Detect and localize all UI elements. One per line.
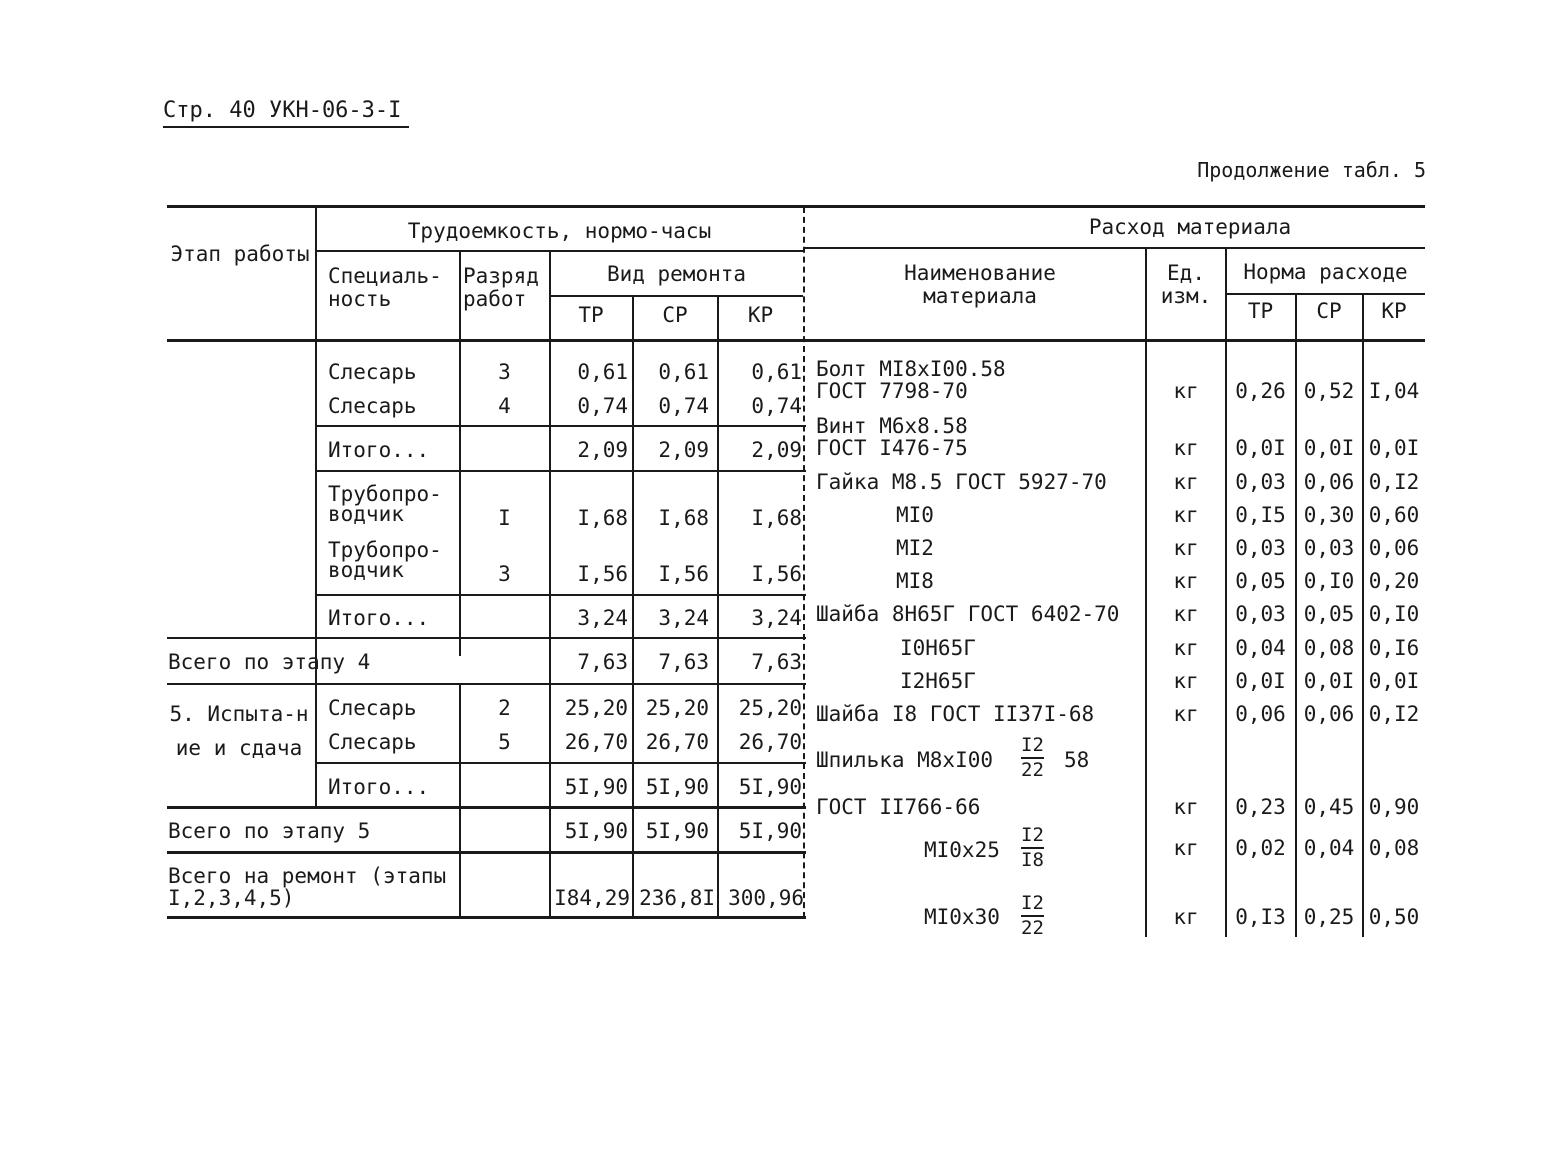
- material-name: Шайба 8Н65Г ГОСТ 6402-70: [816, 602, 1120, 626]
- specialty-cell: Трубопро-водчик: [328, 538, 442, 582]
- m-sr-cell: 0,30: [1303, 503, 1355, 527]
- kr-cell: 300,96: [728, 886, 804, 910]
- unit-cell: кг: [1173, 436, 1199, 460]
- kr-cell: 3,24: [751, 606, 802, 630]
- unit-header: Ед. изм.: [1160, 261, 1212, 309]
- sr-cell: 0,61: [658, 360, 709, 384]
- unit-cell: кг: [1173, 503, 1199, 527]
- m-sr-cell: 0,04: [1303, 836, 1355, 860]
- m-kr-cell: 0,08: [1368, 836, 1420, 860]
- page-reference: Стр. 40 УКН-06-3-I: [163, 98, 402, 123]
- row-rule: [316, 425, 806, 427]
- m-tr-cell: 0,05: [1235, 569, 1286, 593]
- kr-cell: 5I,90: [738, 775, 802, 799]
- header-bottom-rule: [167, 339, 1425, 342]
- material-name: Шайба I8 ГОСТ II37I-68: [816, 702, 1095, 726]
- m-kr-cell: 0,I0: [1368, 602, 1420, 626]
- material-standard: ГОСТ 7798-70: [816, 379, 968, 403]
- m-sr-cell: 0,25: [1303, 905, 1355, 929]
- m-kr-cell: 0,06: [1368, 536, 1420, 560]
- material-name: МI0x30: [924, 905, 1000, 929]
- material-name-header: Наименование материала: [904, 261, 1056, 309]
- material-name: Шпилька М8xI00: [816, 748, 994, 772]
- m-tr-cell: 0,26: [1235, 379, 1286, 403]
- m-tr-cell: 0,0I: [1235, 669, 1286, 693]
- material-name: Болт МI8xI00.58: [816, 357, 1006, 381]
- material-suffix: 58: [1064, 748, 1090, 772]
- unit-cell: кг: [1173, 836, 1199, 860]
- m-kr-cell: 0,50: [1368, 905, 1420, 929]
- subtotal-label: Итого...: [328, 775, 430, 799]
- m-sr-cell: 0,0I: [1303, 436, 1355, 460]
- specialty-header: Специаль-ность: [328, 264, 442, 312]
- unit-cell: кг: [1173, 636, 1199, 660]
- stage-header: Этап работы: [170, 242, 310, 266]
- grade-cell: I: [498, 506, 511, 530]
- strength-class-fraction: [1021, 736, 1044, 780]
- m-tr-header: ТР: [1247, 299, 1274, 323]
- kr-cell: 25,20: [738, 696, 802, 720]
- sr-cell: 236,8I: [639, 886, 715, 910]
- fraction-numerator: I2: [1021, 892, 1044, 914]
- stage-total-label: Всего по этапу 4: [168, 650, 371, 674]
- col-rule-stage-lower: [315, 683, 317, 806]
- kr-cell: I,56: [751, 562, 802, 586]
- m-kr-header: КР: [1381, 299, 1407, 323]
- m-kr-cell: 0,I2: [1368, 470, 1420, 494]
- unit-cell: кг: [1173, 602, 1199, 626]
- norm-header: Норма расходе: [1243, 260, 1408, 284]
- sr-cell: 5I,90: [645, 819, 709, 843]
- m-tr-cell: 0,03: [1235, 602, 1286, 626]
- m-sr-cell: 0,08: [1303, 636, 1355, 660]
- m-sr-cell: 0,45: [1303, 795, 1355, 819]
- grade-cell: 4: [498, 394, 511, 418]
- tr-cell: 5I,90: [564, 775, 628, 799]
- material-name: МI0: [896, 503, 934, 527]
- row-rule: [316, 594, 806, 596]
- unit-cell: кг: [1173, 536, 1199, 560]
- sr-cell: 2,09: [658, 438, 709, 462]
- sr-cell: 3,24: [658, 606, 709, 630]
- material-name: МI8: [896, 569, 934, 593]
- m-sr-cell: 0,03: [1303, 536, 1355, 560]
- col-rule-kr-dashed: [803, 207, 807, 918]
- labor-header: Трудоемкость, нормо-часы: [407, 219, 712, 243]
- m-tr-cell: 0,03: [1235, 536, 1286, 560]
- specialty-cell: Трубопро-водчик: [328, 482, 442, 526]
- repair-type-rule: [550, 295, 803, 297]
- col-rule-unit: [1145, 249, 1147, 937]
- repair-type-header: Вид ремонта: [606, 262, 747, 286]
- grade-cell: 3: [498, 562, 511, 586]
- tr-cell: 25,20: [564, 696, 628, 720]
- table-bottom-rule: [167, 916, 806, 919]
- m-sr-cell: 0,52: [1303, 379, 1355, 403]
- row-rule: [316, 762, 806, 764]
- material-standard: ГОСТ I476-75: [816, 436, 968, 460]
- material-subheader-rule: [803, 247, 1425, 249]
- tr-cell: I84,29: [554, 886, 630, 910]
- m-tr-cell: 0,03: [1235, 470, 1286, 494]
- kr-cell: 0,74: [751, 394, 802, 418]
- fraction-denominator: 22: [1021, 917, 1044, 939]
- material-name: I0Н65Г: [900, 636, 976, 660]
- strength-class-fraction: [1021, 826, 1044, 870]
- unit-cell: кг: [1173, 470, 1199, 494]
- m-sr-header: СР: [1316, 299, 1342, 323]
- stage-total-label: Всего по этапу 5: [168, 819, 371, 843]
- m-kr-cell: 0,60: [1368, 503, 1420, 527]
- sr-header: СР: [662, 303, 688, 327]
- unit-cell: кг: [1173, 702, 1199, 726]
- row-rule: [167, 806, 806, 809]
- sr-cell: 26,70: [645, 730, 709, 754]
- tr-cell: 3,24: [577, 606, 628, 630]
- subtotal-label: Итого...: [328, 438, 430, 462]
- m-kr-cell: 0,0I: [1368, 669, 1420, 693]
- kr-header: КР: [747, 303, 774, 327]
- page-reference-underline: [163, 126, 409, 128]
- m-kr-cell: 0,20: [1368, 569, 1420, 593]
- strength-class-fraction: [1021, 894, 1044, 938]
- m-kr-cell: 0,0I: [1368, 436, 1420, 460]
- tr-cell: I,56: [577, 562, 628, 586]
- kr-cell: 0,61: [751, 360, 802, 384]
- row-rule: [167, 637, 806, 639]
- unit-cell: кг: [1173, 795, 1199, 819]
- m-tr-cell: 0,06: [1235, 702, 1286, 726]
- kr-cell: 26,70: [738, 730, 802, 754]
- specialty-cell: Слесарь: [328, 730, 417, 754]
- m-sr-cell: 0,0I: [1303, 669, 1355, 693]
- material-name: Гайка М8.5 ГОСТ 5927-70: [816, 470, 1107, 494]
- sr-cell: 25,20: [645, 696, 709, 720]
- m-kr-cell: 0,I6: [1368, 636, 1420, 660]
- table-top-rule: [167, 205, 1425, 208]
- m-tr-cell: 0,0I: [1235, 436, 1286, 460]
- material-standard: ГОСТ II766-66: [816, 795, 981, 819]
- m-tr-cell: 0,I5: [1235, 503, 1286, 527]
- kr-cell: 2,09: [751, 438, 802, 462]
- col-rule-norm: [1225, 249, 1227, 937]
- kr-cell: I,68: [751, 506, 802, 530]
- m-sr-cell: 0,06: [1303, 702, 1355, 726]
- m-tr-cell: 0,I3: [1235, 905, 1286, 929]
- m-tr-cell: 0,02: [1235, 836, 1286, 860]
- tr-cell: 2,09: [577, 438, 628, 462]
- specialty-cell: Слесарь: [328, 696, 417, 720]
- m-sr-cell: 0,06: [1303, 470, 1355, 494]
- specialty-cell: Слесарь: [328, 360, 417, 384]
- sr-cell: I,68: [658, 506, 709, 530]
- row-rule: [167, 683, 806, 685]
- fraction-denominator: I8: [1021, 849, 1044, 871]
- norm-rule: [1226, 293, 1425, 295]
- tr-cell: 26,70: [564, 730, 628, 754]
- grade-cell: 5: [498, 730, 511, 754]
- grade-cell: 3: [498, 360, 511, 384]
- unit-cell: кг: [1173, 905, 1199, 929]
- specialty-cell: Слесарь: [328, 394, 417, 418]
- sr-cell: 7,63: [658, 650, 709, 674]
- stage-cell: 5. Испыта-ние и сдача: [169, 702, 309, 760]
- grade-cell: 2: [498, 696, 511, 720]
- col-rule-specialty: [459, 250, 461, 656]
- m-kr-cell: 0,I2: [1368, 702, 1420, 726]
- tr-cell: 5I,90: [564, 819, 628, 843]
- m-tr-cell: 0,23: [1235, 795, 1286, 819]
- col-rule-stage: [315, 207, 317, 683]
- fraction-numerator: I2: [1021, 824, 1044, 846]
- m-sr-cell: 0,I0: [1303, 569, 1355, 593]
- m-kr-cell: 0,90: [1368, 795, 1420, 819]
- material-use-header: Расход материала: [1088, 215, 1292, 239]
- grade-header: Разряд работ: [463, 264, 539, 312]
- material-name: МI0x25: [924, 838, 1000, 862]
- grand-total-label: Всего на ремонт (этапы I,2,3,4,5): [168, 864, 447, 911]
- sr-cell: I,56: [658, 562, 709, 586]
- unit-cell: кг: [1173, 379, 1199, 403]
- row-rule: [167, 851, 806, 854]
- unit-cell: кг: [1173, 569, 1199, 593]
- sr-cell: 5I,90: [645, 775, 709, 799]
- m-sr-cell: 0,05: [1303, 602, 1355, 626]
- fraction-numerator: I2: [1021, 734, 1044, 756]
- kr-cell: 5I,90: [738, 819, 802, 843]
- sr-cell: 0,74: [658, 394, 709, 418]
- labor-subheader-rule: [316, 250, 803, 252]
- subtotal-label: Итого...: [328, 606, 430, 630]
- tr-cell: 7,63: [577, 650, 628, 674]
- tr-header: ТР: [578, 303, 604, 327]
- tr-cell: 0,74: [577, 394, 628, 418]
- m-kr-cell: I,04: [1368, 379, 1420, 403]
- table-continuation-label: Продолжение табл. 5: [1197, 158, 1426, 182]
- kr-cell: 7,63: [751, 650, 802, 674]
- tr-cell: I,68: [577, 506, 628, 530]
- material-name: I2Н65Г: [900, 669, 976, 693]
- row-rule: [316, 470, 806, 472]
- material-name: МI2: [896, 536, 934, 560]
- m-tr-cell: 0,04: [1235, 636, 1286, 660]
- material-name: Винт М6x8.58: [816, 414, 968, 438]
- unit-cell: кг: [1173, 669, 1199, 693]
- fraction-denominator: 22: [1021, 759, 1044, 781]
- tr-cell: 0,61: [577, 360, 628, 384]
